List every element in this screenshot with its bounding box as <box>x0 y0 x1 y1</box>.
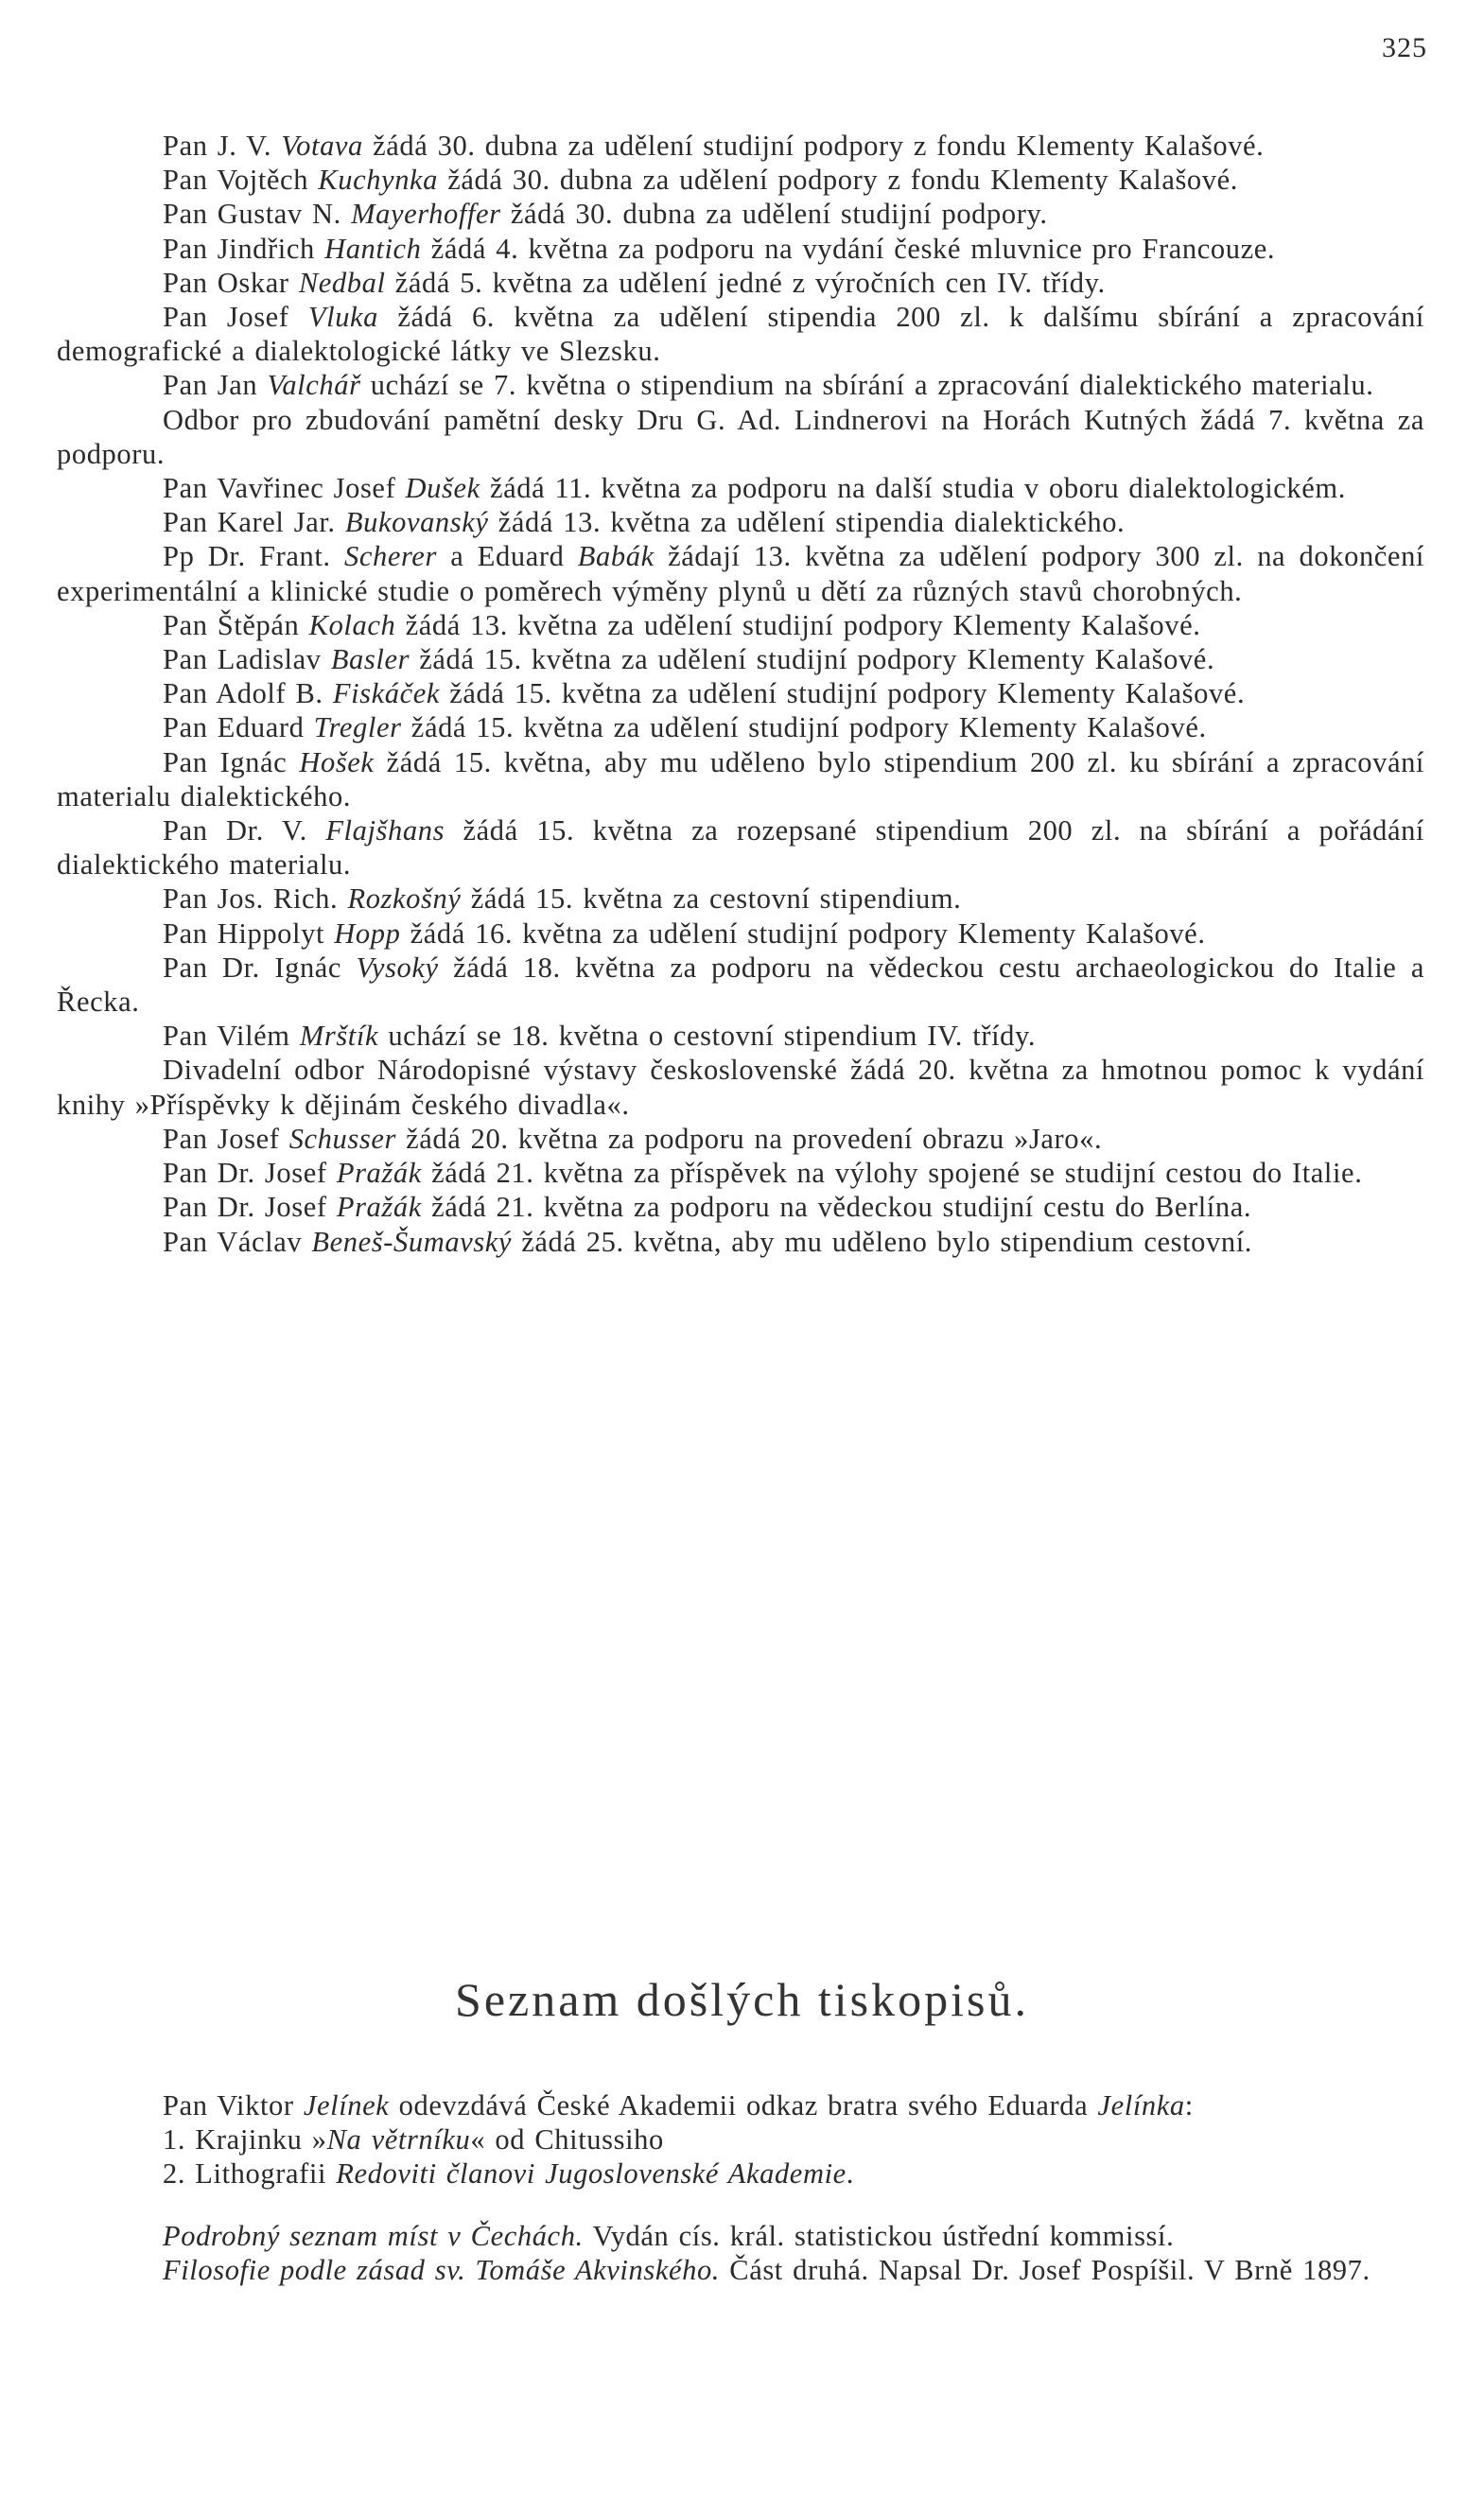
applicant-name: Rozkošný <box>347 882 462 916</box>
received-prints <box>57 2088 1424 2287</box>
entry-text: žádá 15. května za cestovní stipendium. <box>461 882 962 916</box>
applicant-name: Mayerhoffer <box>351 198 501 231</box>
request-list <box>57 129 1424 1259</box>
entry-text: žádá 15. května za rozepsané stipendium 200 zl. na sbírání a pořádání dialektického materialu. <box>57 814 1424 882</box>
applicant-name: Dušek <box>405 472 480 505</box>
applicant-name: Kuchynka <box>318 164 439 197</box>
request-entry <box>57 266 1424 300</box>
entry-text: Pan Dr. Josef <box>163 1191 337 1224</box>
entry-text: Pan Jos. Rich. <box>163 882 348 916</box>
request-entry <box>57 951 1424 1019</box>
item-title: Redoviti članovi Jugoslovenské Akademie <box>336 2157 847 2190</box>
request-entry <box>57 232 1424 266</box>
request-entry <box>57 813 1424 882</box>
entry-text: Pan Vilém <box>163 1020 300 1053</box>
request-entry <box>57 129 1424 163</box>
entry-text: Odbor pro zbudování pamětní desky Dru G. Ad. Lindnerovi na Horách Kutných žádá 7. května za podporu. <box>57 403 1424 470</box>
entry-text: žádá 4. května za podporu na vydání české mluvnice pro Francouze. <box>421 232 1276 265</box>
item-text: . <box>846 2157 855 2190</box>
entry-text: žádá 15. května za udělení studijní podpory Klementy Kalašové. <box>401 711 1207 744</box>
entry-text: Pan Vavřinec Josef <box>163 472 406 505</box>
entry-text: Pan J. V. <box>163 130 282 162</box>
entry-text: Pan Gustav N. <box>163 198 352 231</box>
item-text: 1. Krajinku » <box>163 2123 327 2156</box>
request-entry <box>57 882 1424 916</box>
publication-details: Vydán cís. král. statistickou ústřední kommissí. <box>583 2220 1175 2252</box>
entry-text: žádá 16. května za udělení studijní podpory Klementy Kalašové. <box>400 917 1206 950</box>
applicant-name: Pražák <box>336 1191 422 1224</box>
entry-text: Pan Ladislav <box>163 643 331 676</box>
entry-text: Pan Hippolyt <box>163 917 335 950</box>
publication-title: Podrobný seznam míst v Čechách. <box>163 2220 584 2252</box>
entry-text: Pan Eduard <box>163 711 314 744</box>
applicant-name: Nedbal <box>298 266 386 299</box>
section-title: Seznam došlých tiskopisů. <box>455 1973 1029 2026</box>
request-entry <box>57 1156 1424 1190</box>
request-entry <box>57 676 1424 710</box>
brother-name: Jelínka <box>1097 2089 1185 2122</box>
entry-text: uchází se 18. května o cestovní stipendium IV. třídy. <box>378 1020 1037 1053</box>
entry-text: uchází se 7. května o stipendium na sbírání a zpracování dialektického materialu. <box>360 369 1374 402</box>
item-text: « od Chitussiho <box>470 2123 664 2156</box>
applicant-name: Pražák <box>336 1157 422 1190</box>
intro-text-3: : <box>1184 2089 1194 2122</box>
applicant-name: Hantich <box>324 232 422 265</box>
entry-text: Pan Vojtěch <box>163 164 319 197</box>
request-entry <box>57 917 1424 951</box>
entry-text: Pan Dr. V. <box>163 814 326 847</box>
applicant-name: Bukovanský <box>344 506 489 539</box>
entry-text: žádá 15. května za udělení studijní podpory Klementy Kalašové. <box>410 643 1215 676</box>
request-entry <box>57 1190 1424 1224</box>
entry-text: žádá 13. května za udělení studijní podpory Klementy Kalašové. <box>395 608 1201 641</box>
publication-entry <box>57 2219 1424 2253</box>
request-entry <box>57 642 1424 676</box>
entry-text: žádá 21. května za příspěvek na výlohy spojené se studijní cestou do Italie. <box>421 1157 1363 1190</box>
request-entry <box>57 1019 1424 1053</box>
item-title: Na větrníku <box>326 2123 471 2156</box>
entry-text: žádá 15. května za udělení studijní podpory Klementy Kalašové. <box>440 677 1246 710</box>
applicant-name: Mrštík <box>299 1020 379 1053</box>
entry-text: žádají 13. května za udělení podpory 300 zl. na dokončení experimentální a klinické studie o poměrech výměny plynů u dětí za různých stavů chorobných. <box>57 540 1424 607</box>
applicant-name: Basler <box>330 643 410 676</box>
entry-text: žádá 20. května za podporu na provedení obrazu »Jaro«. <box>395 1122 1103 1155</box>
intro-text-2: odevzdává České Akademii odkaz bratra svého Eduarda <box>389 2089 1098 2122</box>
entry-text: žádá 25. května, aby mu uděleno bylo stipendium cestovní. <box>512 1225 1253 1258</box>
page-number: 325 <box>1382 32 1427 63</box>
request-entry <box>57 1225 1424 1259</box>
applicant-name: Scherer <box>344 540 437 573</box>
request-entry <box>57 1122 1424 1156</box>
applicant-name: Valchář <box>267 369 361 402</box>
entry-text: Pan Štěpán <box>163 608 309 641</box>
entry-text: Pan Oskar <box>163 266 299 299</box>
donation-intro <box>57 2088 1424 2122</box>
entry-text: žádá 13. května za udělení stipendia dialektického. <box>488 506 1126 539</box>
applicant-name: Tregler <box>313 711 402 744</box>
entry-text: Pan Dr. Ignác <box>163 951 357 984</box>
entry-text: Pan Ignác <box>163 745 300 778</box>
entry-text: žádá 5. května za udělení jedné z výročních cen IV. třídy. <box>385 266 1106 299</box>
publication-entry <box>57 2253 1424 2287</box>
publication-title: Filosofie podle zásad sv. Tomáše Akvinského. <box>163 2254 721 2286</box>
entry-text: a Eduard <box>436 540 578 573</box>
entry-text: žádá 21. května za podporu na vědeckou studijní cestu do Berlína. <box>421 1191 1252 1224</box>
request-entry <box>57 403 1424 471</box>
entry-text: Divadelní odbor Národopisné výstavy československé žádá 20. května za hmotnou pomoc k vydání knihy »Příspěvky k dějinám českého divadla«. <box>57 1054 1424 1121</box>
item-text: 2. Lithografii <box>163 2157 337 2190</box>
entry-text: Pan Adolf B. <box>163 677 333 710</box>
request-entry <box>57 608 1424 642</box>
entry-text: Pp Dr. Frant. <box>163 540 344 573</box>
publication-details: Část druhá. Napsal Dr. Josef Pospíšil. V Brně 1897. <box>720 2254 1371 2286</box>
applicant-name: Flajšhans <box>325 814 445 847</box>
request-entry <box>57 368 1424 402</box>
entry-text: žádá 30. dubna za udělení podpory z fondu Klementy Kalašové. <box>438 164 1238 197</box>
request-entry <box>57 197 1424 231</box>
applicant-name: Schusser <box>288 1122 396 1155</box>
entry-text: žádá 6. května za udělení stipendia 200 zl. k dalšímu sbírání a zpracování demografické a dialektologické látky ve Slezsku. <box>57 301 1424 368</box>
request-entry <box>57 163 1424 197</box>
entry-text: žádá 15. května, aby mu uděleno bylo stipendium 200 zl. ku sbírání a zpracování materialu dialektického. <box>57 745 1424 812</box>
entry-text: žádá 18. května za podporu na vědeckou cestu archaeologickou do Italie a Řecka. <box>57 951 1424 1019</box>
applicant-name: Fiskáček <box>332 677 441 710</box>
applicant-name: Vysoký <box>356 951 439 984</box>
request-entry <box>57 710 1424 744</box>
entry-text: Pan Karel Jar. <box>163 506 345 539</box>
request-entry <box>57 471 1424 505</box>
entry-text: Pan Jindřich <box>163 232 325 265</box>
applicant-name: Vluka <box>307 301 379 334</box>
applicant-name: Hopp <box>334 917 401 950</box>
applicant-name: Beneš-Šumavský <box>311 1225 513 1258</box>
entry-text: žádá 30. dubna za udělení studijní podpory z fondu Klementy Kalašové. <box>362 130 1265 162</box>
applicant-name: Kolach <box>308 608 396 641</box>
request-entry <box>57 539 1424 607</box>
donation-item <box>163 2122 1424 2156</box>
intro-text-1: Pan Viktor <box>163 2089 304 2122</box>
applicant-name: Babák <box>577 540 655 573</box>
entry-text: žádá 11. května za podporu na další studia v oboru dialektologickém. <box>480 472 1346 505</box>
donor-name: Jelínek <box>303 2089 390 2122</box>
entry-text: Pan Jan <box>163 369 268 402</box>
request-entry <box>57 300 1424 368</box>
entry-text: Pan Dr. Josef <box>163 1157 337 1190</box>
entry-text: Pan Václav <box>163 1225 312 1258</box>
donation-items <box>57 2122 1424 2191</box>
applicant-name: Votava <box>281 130 363 162</box>
applicant-name: Hošek <box>299 745 375 778</box>
entry-text: žádá 30. dubna za udělení studijní podpory. <box>500 198 1048 231</box>
donation-item <box>163 2156 1424 2191</box>
request-entry <box>57 745 1424 813</box>
entry-text: Pan Josef <box>163 301 308 334</box>
request-entry <box>57 1053 1424 1121</box>
request-entry <box>57 505 1424 539</box>
entry-text: Pan Josef <box>163 1122 289 1155</box>
